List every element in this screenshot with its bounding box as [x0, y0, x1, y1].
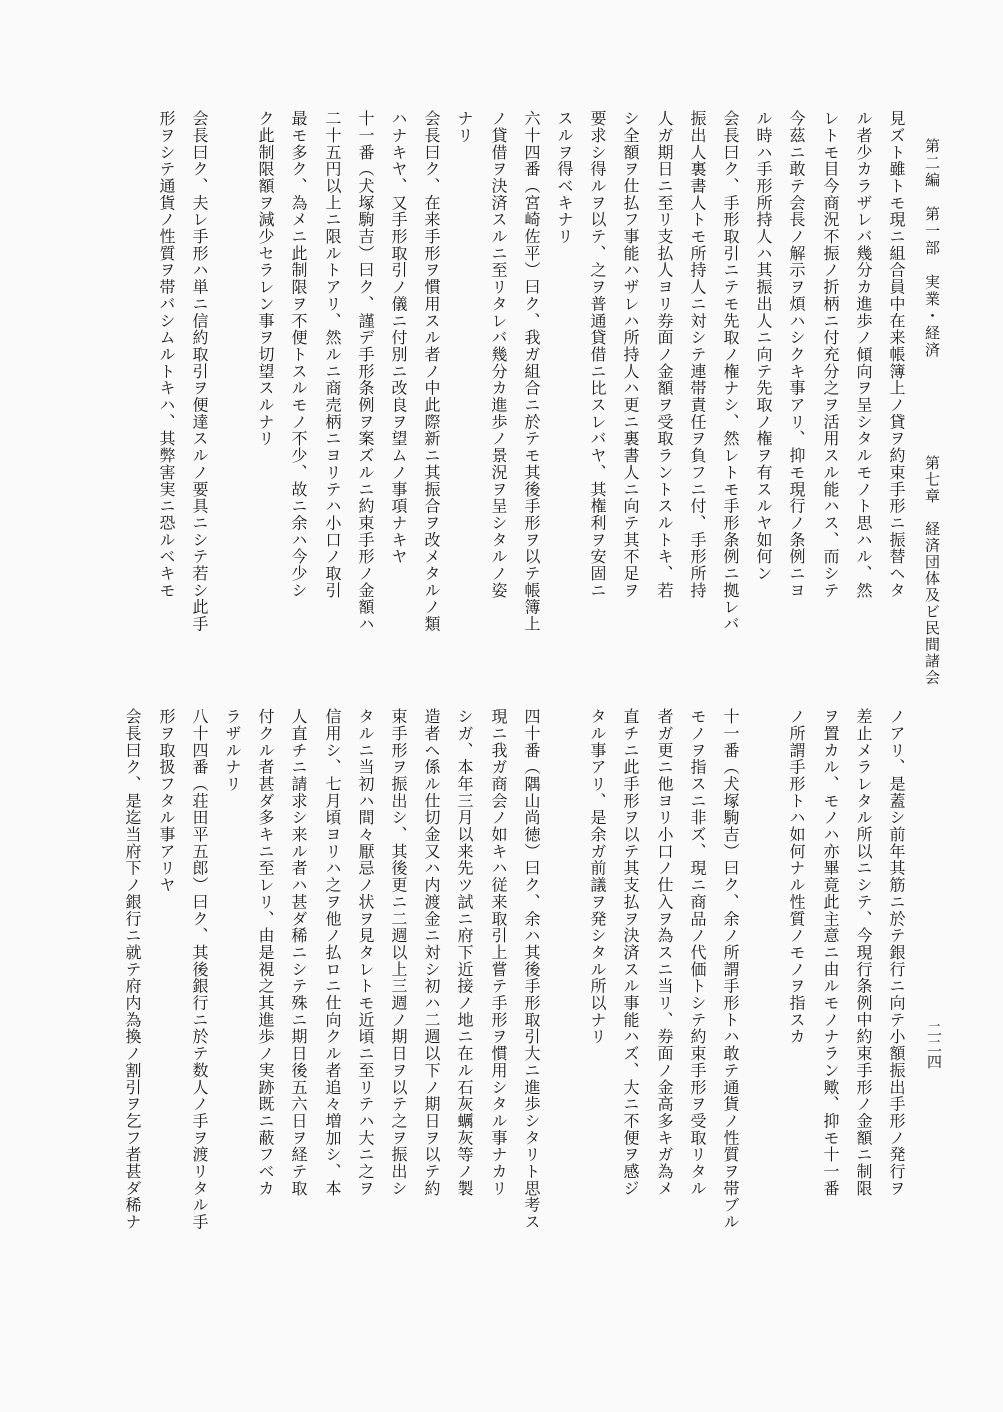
text-column-top: 今茲ニ敢テ会長ノ解示ヲ煩ハシクキ事アリ、抑モ現行ノ条例ニヨ	[787, 110, 806, 599]
text-column-top: 形ヲシテ通貨ノ性質ヲ帯バシムルトキハ、其弊害実ニ恐ルベキモ	[157, 110, 176, 599]
text-column-top: 会長曰ク、在来手形ヲ慣用スル者ノ中此際新ニ其振合ヲ改メタルノ類	[422, 110, 441, 633]
text-column-top: レトモ目今商況不振ノ折柄ニ付充分之ヲ活用スル能ハス、而シテ	[821, 110, 840, 599]
text-column-top: ル時ハ手形所持人ハ其振出人ニ向テ先取ノ権ヲ有スルヤ如何ン	[754, 110, 773, 582]
text-column-bottom: 四十番（隅山尚徳）曰ク、余ハ其後手形取引大ニ進歩シタリト思考ス	[522, 708, 541, 1231]
text-column-top: 十一番（犬塚駒吉）曰ク、謹デ手形条例ヲ案ズルニ約束手形ノ金額ハ	[356, 110, 375, 633]
text-column-bottom: ノ所謂手形トハ如何ナル性質ノモノヲ指スカ	[787, 708, 806, 1045]
text-column-top: 見ズト雖トモ現ニ組合員中在来帳簿上ノ貸ヲ約束手形ニ振替ヘタ	[887, 110, 906, 599]
text-column-bottom: ラザルナリ	[223, 708, 242, 793]
text-column-bottom: タルニ当初ハ間々厭忌ノ状ヲ見タレトモ近頃ニ至リテハ大ニ之ヲ	[356, 708, 375, 1197]
text-column-bottom: 束手形ヲ振出シ、其後更ニ二週以上三週ノ期日ヲ以テ之ヲ振出シ	[389, 708, 408, 1197]
text-column-bottom: 者ガ更ニ他ヨリ小口ノ仕入ヲ為スニ当リ、券面ノ金高多キガ為メ	[655, 708, 674, 1197]
running-header-right: 第七章 経済団体及ビ民間諸会	[923, 455, 941, 686]
text-column-top: 六十四番（宮崎佐平）曰ク、我ガ組合ニ於テモ其後手形ヲ以テ帳簿上	[522, 110, 541, 633]
text-column-top: 最モ多ク、為メニ此制限ヲ不便トスルモノ不少、故ニ余ハ今少シ	[289, 110, 308, 599]
running-header-left: 第二編 第一部 実業・経済	[923, 138, 941, 359]
text-column-top: シ全額ヲ仕払フ事能ハザレハ所持人ハ更ニ裏書人ニ向テ其不足ヲ	[621, 110, 640, 599]
text-column-top: 要求シ得ルヲ以テ、之ヲ普通貸借ニ比スレバヤ、其権利ヲ安固ニ	[588, 110, 607, 599]
text-column-top: ク此制限額ヲ減少セラレン事ヲ切望スルナリ	[256, 110, 275, 447]
text-column-bottom: 直チニ此手形ヲ以テ其支払ヲ決済スル事能ハズ、大ニ不便ヲ感ジ	[621, 708, 640, 1197]
text-column-bottom: タル事アリ、是余ガ前議ヲ発シタル所以ナリ	[588, 708, 607, 1045]
text-column-top: 二十五円以上ニ限ルトアリ、然ルニ商売柄ニヨリテハ小口ノ取引	[323, 110, 342, 599]
text-column-top: 振出人裏書人トモ所持人ニ対シテ連帯責任ヲ負フニ付、手形所持	[688, 110, 707, 599]
text-column-bottom: シガ、本年三月以来先ツ試ニ府下近接ノ地ニ在ル石灰蠣灰等ノ製	[455, 708, 474, 1197]
text-column-top: 会長曰ク、手形取引ニテモ先取ノ権ナシ、然レトモ手形条例ニ拠レバ	[721, 110, 740, 633]
text-column-bottom: 形ヲ取扱フタル事アリヤ	[157, 708, 176, 894]
text-column-bottom: モノヲ指スニ非ズ、現ニ商品ノ代価トシテ約束手形ヲ受取リタル	[688, 708, 707, 1197]
text-column-bottom: 現ニ我ガ商会ノ如キハ従来取引上嘗テ手形ヲ慣用シタル事ナカリ	[489, 708, 508, 1197]
page-number: 二二四	[925, 1022, 943, 1070]
text-column-bottom: 差止メラレタル所以ニシテ、今現行条例中約束手形ノ金額ニ制限	[854, 708, 873, 1197]
text-column-top: ル者少カラザレバ幾分カ進歩ノ傾向ヲ呈シタルモノト思ハル、然	[854, 110, 873, 599]
text-column-top: 人ガ期日ニ至リ支払人ヨリ券面ノ金額ヲ受取ラントスルトキ、若	[655, 110, 674, 599]
text-column-bottom: 造者ヘ係ル仕切金又ハ内渡金ニ対シ初ハ二週以下ノ期日ヲ以テ約	[422, 708, 441, 1197]
text-column-top: ノ貸借ヲ決済スルニ至リタレバ幾分カ進歩ノ景況ヲ呈シタルノ姿	[489, 110, 508, 599]
text-column-bottom: 十一番（犬塚駒吉）曰ク、余ノ所謂手形トハ敢テ通貨ノ性質ヲ帯ブル	[721, 708, 740, 1231]
text-column-bottom: 信用シ、七月頃ヨリハ之ヲ他ノ払ロニ仕向クル者追々増加シ、本	[323, 708, 342, 1197]
text-column-top: スルヲ得ベキナリ	[555, 110, 574, 245]
text-column-top: ハナキヤ、又手形取引ノ儀ニ付別ニ改良ヲ望ムノ事項ナキヤ	[389, 110, 408, 565]
text-column-top: 会長曰ク、夫レ手形ハ単ニ信約取引ヲ便達スルノ要具ニシテ若シ此手	[190, 110, 209, 633]
text-column-bottom: 会長曰ク、是迄当府下ノ銀行ニ就テ府内為換ノ割引ヲ乞フ者甚ダ稀ナ	[123, 708, 142, 1231]
text-column-top: ナリ	[455, 110, 474, 144]
text-column-bottom: 八十四番（荘田平五郎）曰ク、其後銀行ニ於テ数人ノ手ヲ渡リタル手	[190, 708, 209, 1231]
text-column-bottom: ヲ置カル、モノハ亦畢竟此主意ニ由ルモノナラン歟、抑モ十一番	[821, 708, 840, 1197]
text-column-bottom: 人直チニ請求シ来ル者ハ甚ダ稀ニシテ殊ニ期日後五六日ヲ経テ取	[289, 708, 308, 1197]
text-column-bottom: ノアリ、是蓋シ前年其筋ニ於テ銀行ニ向テ小額振出手形ノ発行ヲ	[887, 708, 906, 1197]
text-column-bottom: 付クル者甚ダ多キニ至レリ、由是視之其進歩ノ実跡既ニ蔽フベカ	[256, 708, 275, 1197]
